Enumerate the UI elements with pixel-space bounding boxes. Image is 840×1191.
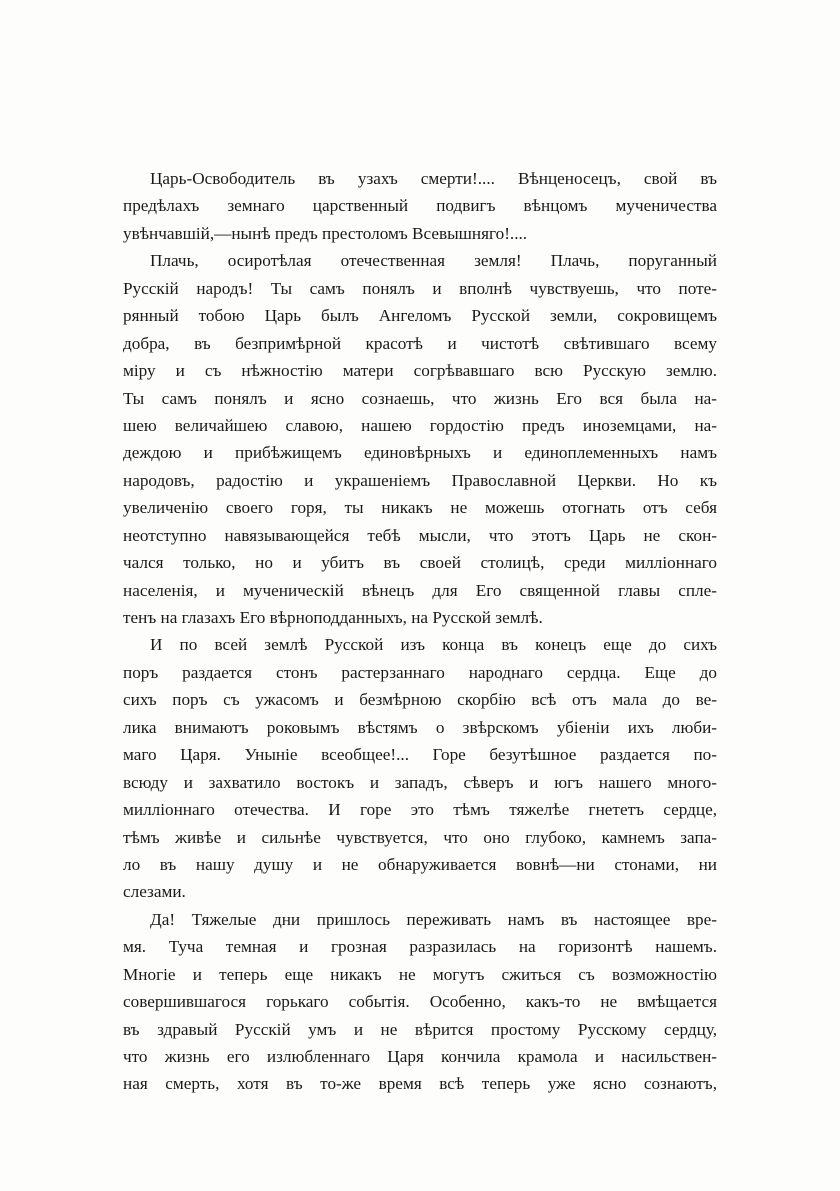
text-line: тѣмъ живѣе и сильнѣе чувствуется, что оно глубоко, камнемъ запа- [123,827,717,847]
text-line: И по всей землѣ Русской изъ конца въ конецъ еще до сихъ [150,635,717,655]
text-line: народовъ, радостію и украшеніемъ Православной Церкви. Но къ [123,470,717,490]
paragraph-3 [123,631,717,905]
text-line: въ здравый Русскій умъ и не вѣрится простому Русскому сердцу, [123,1019,717,1039]
text-line: населенія, и мученическій вѣнецъ для Его священной главы спле- [123,580,717,600]
text-line: совершившагося горькаго событія. Особенно, какъ-то не вмѣщается [123,992,717,1012]
text-line: міру и съ нѣжностію матери согрѣвавшаго всю Русскую землю. [123,361,717,381]
text-line: Плачь, осиротѣлая отечественная земля! Плачь, поруганный [150,251,717,271]
text-line: милліоннаго отечества. И горе это тѣмъ тяжелѣе гнететъ сердце, [123,800,717,820]
text-line: Да! Тяжелые дни пришлось переживать намъ въ настоящее вре- [150,909,717,929]
text-line: лика внимаютъ роковымъ вѣстямъ о звѣрскомъ убіеніи ихъ люби- [123,717,717,737]
text-line: неотступно навязывающейся тебѣ мысли, что этотъ Царь не скон- [123,525,717,545]
text-line: ло въ нашу душу и не обнаруживается вовнѣ—ни стонами, ни [123,854,717,874]
text-line: увеличенію своего горя, ты никакъ не можешь отогнать отъ себя [123,498,717,518]
text-line: ная смерть, хотя въ то-же время всѣ теперь уже ясно сознаютъ, [123,1074,717,1094]
text-line: чался только, но и убитъ въ своей столицѣ, среди милліоннаго [123,553,717,573]
text-line: деждою и прибѣжищемъ единовѣрныхъ и единоплеменныхъ намъ [123,443,717,463]
body-text [123,165,717,1098]
text-line: тенъ на глазахъ Его вѣрноподданныхъ, на Русской землѣ. [123,608,543,627]
text-line: Ты самъ понялъ и ясно сознаешь, что жизнь Его вся была на- [123,388,717,408]
paragraph-2 [123,247,717,631]
text-line: добра, въ безпримѣрной красотѣ и чистотѣ свѣтившаго всему [123,333,717,353]
text-line: маго Царя. Уныніе всеобщее!... Горе безутѣшное раздается по- [123,745,717,765]
text-line: всюду и захватило востокъ и западъ, сѣверъ и югъ нашего много- [123,772,717,792]
text-line: слезами. [123,882,186,902]
text-line: Многіе и теперь еще никакъ не могутъ сжиться съ возможностію [123,964,717,984]
text-line: рянный тобою Царь былъ Ангеломъ Русской земли, сокровищемъ [123,306,717,326]
text-line: сихъ поръ съ ужасомъ и безмѣрною скорбію всѣ отъ мала до ве- [123,690,717,710]
text-line: шею величайшею славою, нашею гордостію предъ иноземцами, на- [123,415,717,435]
paragraph-1 [123,165,717,247]
paragraph-4 [123,906,717,1098]
text-line: что жизнь его излюбленнаго Царя кончила крамола и насильствен- [123,1047,717,1066]
text-line: поръ раздается стонъ растерзаннаго народнаго сердца. Еще до [123,662,717,682]
text-line: Русскій народъ! Ты самъ понялъ и вполнѣ чувствуешь, что поте- [123,278,717,298]
text-line: Царь-Освободитель въ узахъ смерти!.... Вѣнценосецъ, свой въ [150,169,717,188]
text-line: предѣлахъ земнаго царственный подвигъ вѣнцомъ мученичества [123,196,717,216]
text-line: увѣнчавшій,—нынѣ предъ престоломъ Всевышняго!.... [123,223,528,243]
text-line: мя. Туча темная и грозная разразилась на горизонтѣ нашемъ. [123,937,717,957]
